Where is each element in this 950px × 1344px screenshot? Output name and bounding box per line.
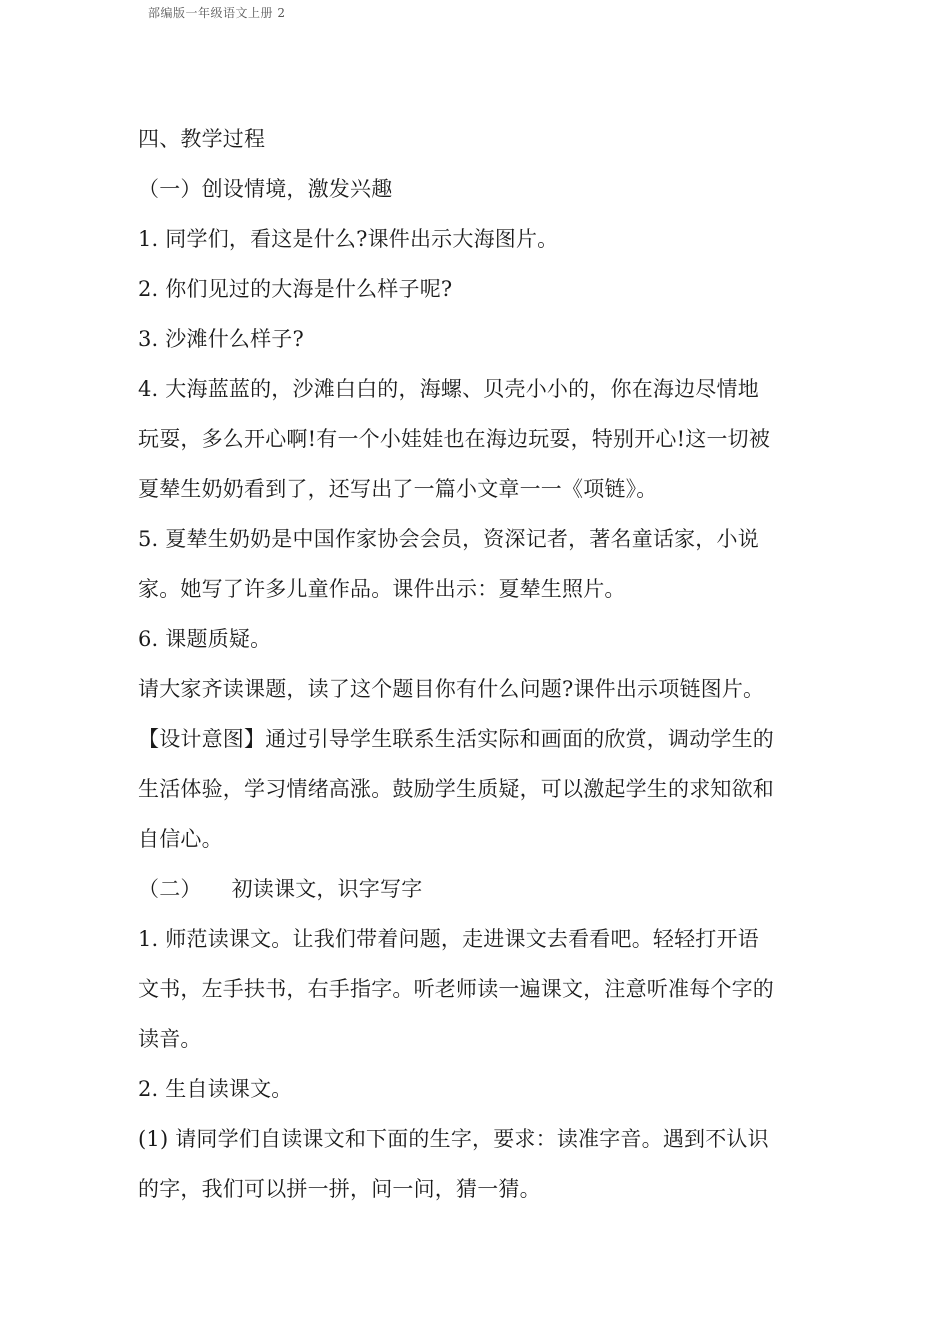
paragraph-line: 2. 你们见过的大海是什么样子呢? [138, 277, 453, 301]
design-intent-line: 生活体验，学习情绪高涨。鼓励学生质疑，可以激起学生的求知欲和 [138, 777, 774, 801]
section-heading: 四、教学过程 [138, 127, 266, 151]
paragraph-line: (1) 请同学们自读课文和下面的生字，要求：读准字音。遇到不认识 [138, 1127, 769, 1151]
paragraph-line: 2. 生自读课文。 [138, 1077, 293, 1101]
paragraph-line: 请大家齐读课题，读了这个题目你有什么问题?课件出示项链图片。 [138, 677, 765, 701]
document-body [138, 121, 818, 1221]
subsection-heading: （一）创设情境，激发兴趣 [138, 177, 393, 201]
paragraph-line: 3. 沙滩什么样子? [138, 327, 304, 351]
subsection-title: 初读课文，识字写字 [231, 877, 423, 901]
paragraph-line: 家。她写了许多儿童作品。课件出示：夏辇生照片。 [138, 577, 626, 601]
paragraph-line: 6. 课题质疑。 [138, 627, 272, 651]
subsection-heading-2 [138, 871, 818, 921]
design-intent-line: 自信心。 [138, 827, 223, 851]
paragraph-line: 读音。 [138, 1027, 202, 1051]
paragraph-line: 5. 夏辇生奶奶是中国作家协会会员，资深记者，著名童话家，小说 [138, 527, 759, 551]
paragraph-line: 4. 大海蓝蓝的，沙滩白白的，海螺、贝壳小小的，你在海边尽情地 [138, 377, 759, 401]
paragraph-line: 夏辇生奶奶看到了，还写出了一篇小文章一一《项链》。 [138, 477, 658, 501]
page-header: 部编版一年级语文上册 2 [148, 6, 286, 20]
paragraph-line: 1. 同学们，看这是什么?课件出示大海图片。 [138, 227, 559, 251]
design-intent-line: 【设计意图】通过引导学生联系生活实际和画面的欣赏，调动学生的 [138, 727, 774, 751]
paragraph-line: 玩耍，多么开心啊!有一个小娃娃也在海边玩耍，特别开心!这一切被 [138, 427, 771, 451]
subsection-number: （二） [138, 877, 202, 901]
paragraph-line: 1. 师范读课文。让我们带着问题，走进课文去看看吧。轻轻打开语 [138, 927, 759, 951]
paragraph-line: 文书，左手扶书，右手指字。听老师读一遍课文，注意听准每个字的 [138, 977, 774, 1001]
paragraph-line: 的字，我们可以拼一拼，问一问，猜一猜。 [138, 1177, 541, 1201]
